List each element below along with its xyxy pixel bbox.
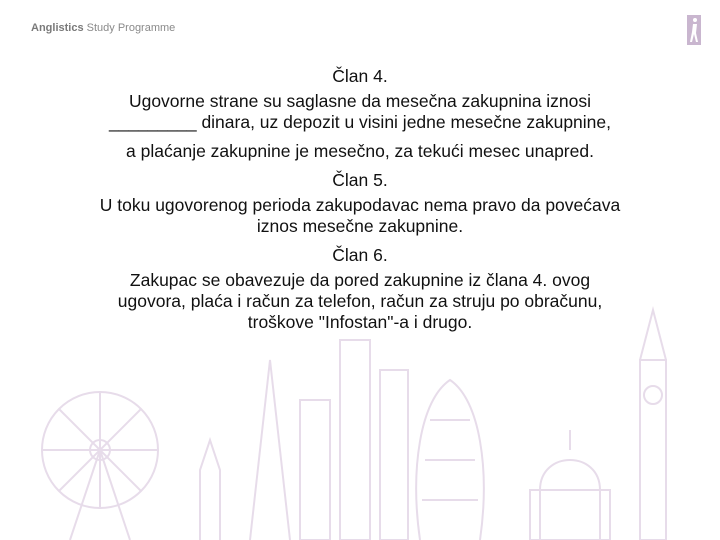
article-5-heading: Član 5. (332, 170, 388, 190)
text-line: ugovora, plaća i račun za telefon, račun za struju po obračunu, (117, 291, 603, 311)
contract-text (50, 60, 670, 341)
text-line: Ugovorne strane su saglasne da mesečna zakupnina iznosi (128, 91, 592, 111)
text-line: a plaćanje zakupnine je mesečno, za tekući mesec unapred. (126, 141, 594, 161)
text-line: Zakupac se obavezuje da pored zakupnine iz člana 4. ovog (129, 270, 591, 290)
header (31, 22, 175, 34)
text-line: troškove "Infostan"-a i drugo. (247, 312, 473, 332)
article-6-heading: Član 6. (332, 245, 388, 265)
text-line: U toku ugovorenog perioda zakupodavac nema pravo da povećava (99, 195, 621, 215)
text-line: _________ dinara, uz depozit u visini jedne mesečne zakupnine, (108, 112, 611, 132)
brand-name: Anglistics (31, 22, 84, 34)
article-5-paragraph (50, 195, 670, 237)
figure-logo-icon (687, 15, 701, 45)
program-name: Study Programme (86, 22, 176, 34)
article-4-paragraph (50, 91, 670, 162)
text-line: iznos mesečne zakupnine. (256, 216, 464, 236)
article-6-paragraph (50, 270, 670, 333)
article-4-heading: Član 4. (332, 66, 388, 86)
